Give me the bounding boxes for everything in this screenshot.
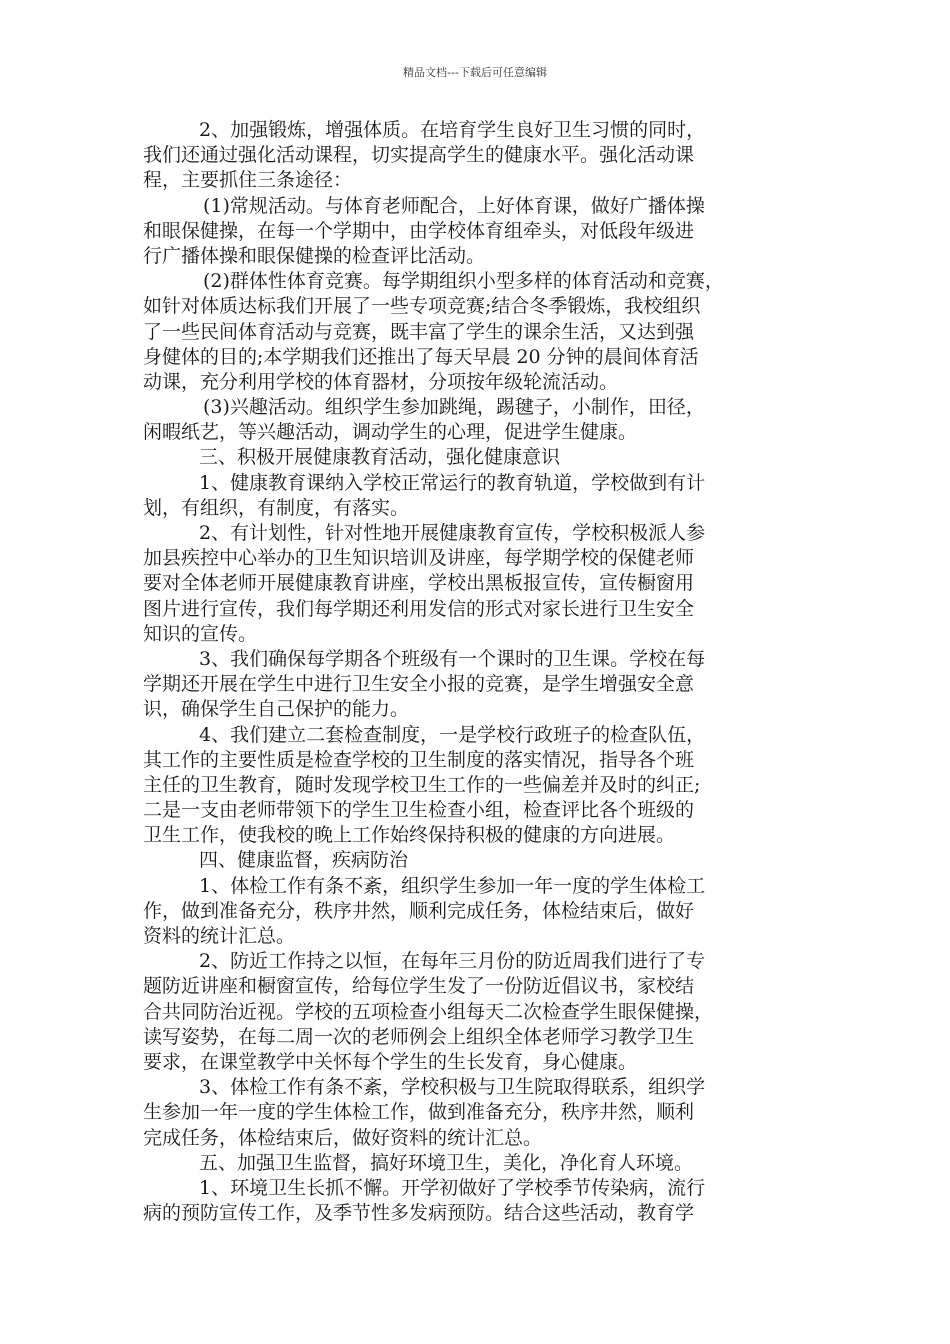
text-line: 1、健康教育课纳入学校正常运行的教育轨道，学校做到有计 [199,471,706,494]
text-line: 要对全体老师开展健康教育讲座，学校出黑板报宣传，宣传橱窗用 [143,572,695,595]
text-line: 资料的统计汇总。 [143,925,296,947]
text-line: 五、加强卫生监督，搞好环境卫生，美化，净化育人环境。 [199,1151,694,1174]
text-line: 行广播体操和眼保健操的检查评比活动。 [143,244,486,267]
text-line: 2、加强锻炼，增强体质。在培育学生良好卫生习惯的同时， [199,119,706,141]
text-line: 动课，充分利用学校的体育器材，分项按年级轮流活动。 [143,370,619,393]
text-line: 划，有组织，有制度，有落实。 [143,496,410,519]
text-line: 了一些民间体育活动与竞赛，既丰富了学生的课余生活，又达到强 [143,320,695,343]
text-line: 作，做到准备充分，秩序井然，顺利完成任务，体检结束后，做好 [143,899,695,922]
text-line: 闲暇纸艺，等兴趣活动，调动学生的心理，促进学生健康。 [143,421,638,444]
text-line: 识，确保学生自己保护的能力。 [143,698,410,721]
text-line: (2)群体性体育竞赛。每学期组织小型多样的体育活动和竞赛， [203,270,724,293]
text-line: 主任的卫生教育，随时发现学校卫生工作的一些偏差并及时的纠正; [143,773,701,796]
text-line: 知识的宣传。 [143,622,258,645]
text-line: 合共同防治近视。学校的五项检查小组每天二次检查学生眼保健操， [143,1000,714,1023]
text-line: (1)常规活动。与体育老师配合，上好体育课，做好广播体操 [203,194,705,217]
text-line: 图片进行宣传，我们每学期还利用发信的形式对家长进行卫生安全 [143,597,695,620]
text-line: 卫生工作，使我校的晚上工作始终保持积极的健康的方向进展。 [143,824,676,847]
text-line: 病的预防宣传工作，及季节性多发病预防。结合这些活动，教育学 [143,1202,695,1225]
text-line: 身健体的目的;本学期我们还推出了每天早晨 20 分钟的晨间体育活 [143,345,699,368]
text-line: (3)兴趣活动。组织学生参加跳绳，踢毽子，小制作，田径， [203,396,705,419]
text-line: 加县疾控中心举办的卫生知识培训及讲座，每学期学校的保健老师 [143,547,695,570]
text-line: 3、我们确保每学期各个班级有一个课时的卫生课。学校在每 [199,647,706,670]
text-line: 二是一支由老师带领下的学生卫生检查小组，检查评比各个班级的 [143,799,695,822]
text-line: 三、积极开展健康教育活动，强化健康意识 [199,446,561,469]
text-line: 如针对体质达标我们开展了一些专项竞赛;结合冬季锻炼，我校组织 [143,295,701,318]
text-line: 2、有计划性，针对性地开展健康教育宣传，学校积极派人参 [199,522,706,544]
text-line: 学期还开展在学生中进行卫生安全小报的竞赛，是学生增强安全意 [143,673,695,696]
document-body [143,118,807,1226]
text-line: 程，主要抓住三条途径： [143,169,353,192]
text-line: 1、体检工作有条不紊，组织学生参加一年一度的学生体检工 [199,874,706,897]
text-line: 1、环境卫生长抓不懈。开学初做好了学校季节传染病，流行 [199,1176,706,1199]
text-line: 完成任务，体检结束后，做好资料的统计汇总。 [143,1126,543,1149]
text-line: 要求，在课堂教学中关怀每个学生的生长发育，身心健康。 [143,1050,638,1073]
text-line: 和眼保健操，在每一个学期中，由学校体育组牵头，对低段年级进 [143,219,695,242]
text-line: 我们还通过强化活动课程，切实提高学生的健康水平。强化活动课 [143,144,695,167]
text-line: 四、健康监督，疾病防治 [199,849,409,872]
text-line: 题防近讲座和橱窗宣传，给每位学生发了一份防近倡议书，家校结 [143,975,695,998]
text-line: 3、体检工作有条不紊，学校积极与卫生院取得联系，组织学 [199,1076,706,1099]
text-line: 2、防近工作持之以恒，在每年三月份的防近周我们进行了专 [199,950,706,973]
text-line: 其工作的主要性质是检查学校的卫生制度的落实情况，指导各个班 [143,748,695,771]
text-line: 4、我们建立二套检查制度，一是学校行政班子的检查队伍， [199,723,706,746]
text-line: 读写姿势，在每二周一次的老师例会上组织全体老师学习教学卫生 [143,1025,695,1048]
text-line: 生参加一年一度的学生体检工作，做到准备充分，秩序井然，顺利 [143,1101,695,1124]
page-header: 精品文档---下载后可任意编辑 [403,66,547,79]
